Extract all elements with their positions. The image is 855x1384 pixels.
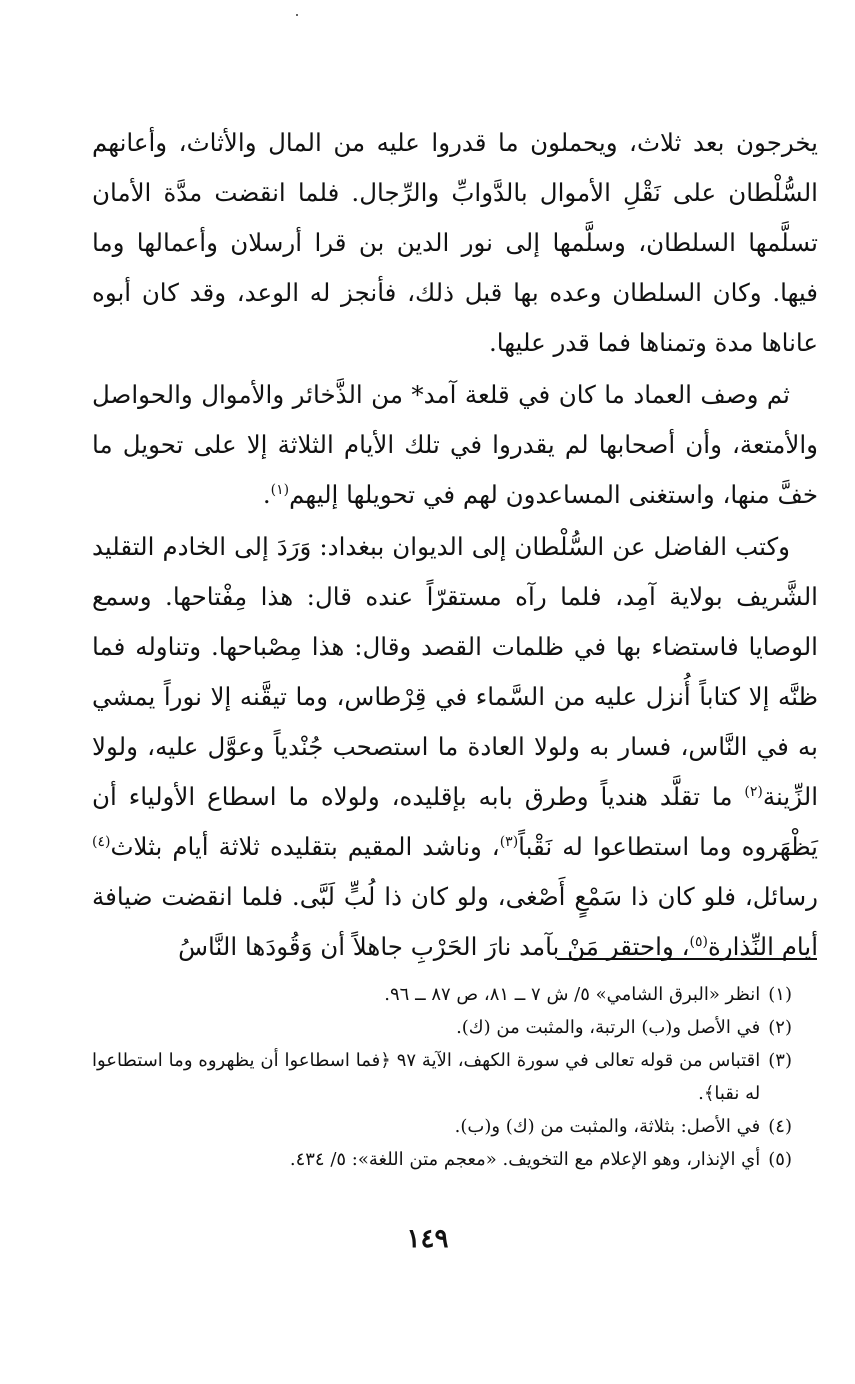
body-paragraph: [92, 370, 818, 520]
footnote-text: أي الإنذار، وهو الإعلام مع التخويف. «معجم متن اللغة»: ٥/ ٤٣٤.: [289, 1149, 761, 1170]
footnote-number: (٣): [768, 1050, 792, 1071]
footnote-marker: (٣): [499, 833, 519, 850]
footnote-text: في الأصل: بثلاثة، والمثبت من (ك) و(ب).: [454, 1116, 761, 1137]
footnote-number: (٤): [768, 1116, 792, 1137]
footnote: [92, 1143, 792, 1176]
paragraph-text: ، واحتقر مَنْ بآمد نارَ الحَرْبِ جاهلاً أن وَقُودَها النَّاسُ: [178, 932, 690, 961]
footnote: [92, 1110, 792, 1143]
footnote-marker: (٥): [689, 933, 708, 950]
footnote-marker: (٢): [744, 783, 763, 800]
paragraph-text: ، وناشد المقيم بتقليده ثلاثة أيام بثلاث: [110, 832, 500, 861]
footnote: [92, 1011, 792, 1044]
body-paragraph: [92, 118, 818, 368]
paragraph-text: رسائل، فلو كان ذا سَمْعٍ أَصْغى، ولو كان ذا لُبٍّ لَبَّى. فلما انقضت ضيافة أيام النِّذارة: [92, 882, 818, 961]
paragraph-text: .: [262, 480, 271, 509]
body-paragraph: [92, 522, 818, 972]
page-number: ١٤٩: [406, 1224, 449, 1254]
footnote-marker: (١): [270, 481, 290, 498]
footnotes: [92, 978, 792, 1176]
paragraph-text: ما تقلَّد هندياً وطرق بابه بإقليده، ولولاه ما اسطاع الأولياء أن يَظْهَروه وما استطاعوا له نَقْباً: [92, 782, 818, 861]
main-text: [92, 118, 818, 972]
paragraph-text: وكتب الفاضل عن السُّلْطان إلى الديوان ببغداد: وَرَدَ إلى الخادم التقليد الشَّريف بولاية آمِد، فلما رآه مستقرّاً عنده قال: هذا مِفْتاحها. وسمع الوصايا فاستضاء بها في ظلمات القصد وقال: هذا مِصْباحها. وتناوله فما ظنَّه إلا كتاباً أُنزل عليه من السَّماء في قِرْطاس، وما تيقَّنه إلا نوراً يمشي به في النَّاس، فسار به ولولا العادة ما استصحب جُنْدياً وعوَّل عليه، ولولا الزِّينة: [92, 532, 818, 811]
footnote: [92, 1044, 792, 1110]
paragraph-text: ثم وصف العماد ما كان في قلعة آمد* من الذَّخائر والأموال والحواصل والأمتعة، وأن أصحابها لم يقدروا في تلك الأيام الثلاثة إلا على تحويل ما خفَّ منها، واستغنى المساعدون لهم في تحويلها إليهم: [92, 380, 818, 509]
footnote-number: (٥): [768, 1149, 792, 1170]
footnote-text: انظر «البرق الشامي» ٥/ ش ٧ ــ ٨١، ص ٨٧ ــ ٩٦.: [384, 984, 761, 1005]
footnote-marker: (٤): [92, 833, 111, 850]
paragraph-text: يخرجون بعد ثلاث، ويحملون ما قدروا عليه من المال والأثاث، وأعانهم السُّلْطان على نَقْلِ الأموال بالدَّوابِّ والرِّجال. فلما انقضت مدَّة الأمان تسلَّمها السلطان، وسلَّمها إلى نور الدين بن قرا أرسلان وأعمالها وما فيها. وكان السلطان وعده بها قبل ذلك، فأنجز له الوعد، وقد كان أبوه عاناها مدة وتمناها فما قدر عليها.: [92, 128, 818, 357]
footnote: [92, 978, 792, 1011]
footnote-separator: [557, 958, 817, 960]
footnote-text: اقتباس من قوله تعالى في سورة الكهف، الآية ٩٧ ﴿فما اسطاعوا أن يظهروه وما استطاعوا له نقبا﴾.: [92, 1050, 761, 1104]
scan-speck: [296, 14, 298, 16]
footnote-text: في الأصل و(ب) الرتبة، والمثبت من (ك).: [456, 1017, 761, 1038]
footnote-number: (١): [768, 984, 792, 1005]
footnote-number: (٢): [768, 1017, 792, 1038]
